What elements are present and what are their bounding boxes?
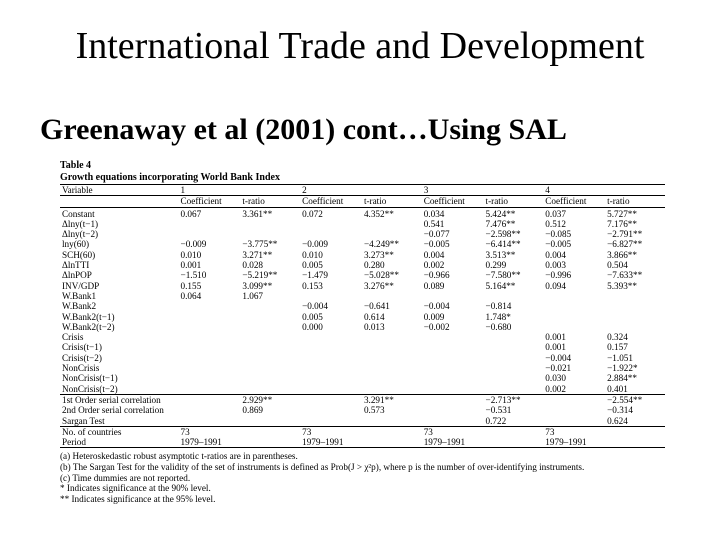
t-ratio-cell: −2.791** bbox=[607, 229, 643, 240]
table-row bbox=[60, 207, 665, 219]
t-ratio-cell: −0.531 bbox=[485, 405, 512, 416]
table-note: (b) The Sargan Test for the validity of the set of instruments is defined as Prob(J > χ²p), where p is the number of over-identifying instruments. bbox=[60, 462, 585, 473]
coefficient-cell bbox=[543, 394, 605, 405]
coefficient-cell: 0.037 bbox=[545, 208, 566, 219]
t-ratio-header: t-ratio bbox=[240, 196, 300, 207]
t-ratio-cell: −0.641 bbox=[363, 301, 390, 312]
table-row bbox=[60, 342, 665, 352]
t-ratio-cell bbox=[362, 332, 422, 342]
coefficient-cell: 0.003 bbox=[545, 260, 566, 271]
coefficient-cell bbox=[179, 342, 241, 352]
coefficient-cell: 0.030 bbox=[545, 373, 566, 384]
t-ratio-cell: 0.013 bbox=[363, 321, 385, 332]
t-ratio-cell: 4.352** bbox=[363, 208, 394, 219]
coefficient-cell: 0.002 bbox=[423, 260, 445, 271]
t-ratio-cell bbox=[240, 301, 300, 311]
coefficient-cell bbox=[300, 353, 362, 363]
t-ratio-cell: 0.280 bbox=[363, 260, 385, 271]
coefficient-cell: 0.001 bbox=[545, 342, 566, 353]
t-ratio-cell bbox=[362, 384, 422, 395]
coefficient-cell bbox=[422, 332, 484, 342]
t-ratio-cell bbox=[605, 322, 665, 332]
t-ratio-cell bbox=[484, 342, 544, 352]
coefficient-cell bbox=[300, 219, 362, 229]
t-ratio-cell: 0.504 bbox=[607, 260, 628, 271]
t-ratio-cell: −4.249** bbox=[363, 239, 399, 250]
t-ratio-cell bbox=[484, 437, 544, 448]
t-ratio-cell bbox=[240, 426, 300, 437]
coefficient-cell bbox=[422, 291, 484, 301]
coefficient-header: Coefficient bbox=[179, 196, 241, 207]
coefficient-cell: 0.001 bbox=[180, 260, 202, 271]
t-ratio-cell: 0.614 bbox=[363, 311, 385, 322]
coefficient-cell bbox=[300, 291, 362, 301]
variable-name-cell: SCH(60) bbox=[62, 249, 96, 260]
t-ratio-cell: 3.271** bbox=[242, 249, 273, 260]
t-ratio-cell bbox=[362, 426, 422, 437]
t-ratio-cell bbox=[362, 291, 422, 301]
t-ratio-cell bbox=[484, 291, 544, 301]
coefficient-cell: 73 bbox=[422, 426, 484, 437]
coefficient-cell bbox=[422, 416, 484, 427]
coefficient-cell bbox=[422, 394, 484, 405]
coefficient-cell bbox=[179, 416, 241, 427]
t-ratio-header: t-ratio bbox=[484, 196, 544, 207]
variable-name-cell: NonCrisis bbox=[62, 363, 100, 374]
t-ratio-cell: 3.513** bbox=[485, 249, 516, 260]
variable-name-cell: ΔlnPOP bbox=[62, 270, 92, 281]
table-note: (c) Time dummies are not reported. bbox=[60, 472, 191, 483]
table-row bbox=[60, 281, 665, 291]
coefficient-cell: −0.004 bbox=[302, 301, 328, 312]
t-ratio-cell bbox=[240, 353, 300, 363]
t-ratio-cell: 0.401 bbox=[607, 383, 628, 394]
t-ratio-cell: 5.424** bbox=[485, 208, 516, 219]
t-ratio-cell: 3.276** bbox=[363, 280, 394, 291]
coefficient-cell bbox=[300, 373, 362, 383]
t-ratio-cell: 0.157 bbox=[607, 342, 628, 353]
t-ratio-cell bbox=[240, 342, 300, 352]
coefficient-cell bbox=[179, 405, 241, 415]
table-caption: Table 4 bbox=[60, 160, 92, 171]
coefficient-cell: 0.064 bbox=[180, 290, 202, 301]
t-ratio-cell bbox=[240, 437, 300, 448]
coefficient-header: Coefficient bbox=[543, 196, 605, 207]
t-ratio-cell: 2.884** bbox=[607, 373, 637, 384]
table-row bbox=[60, 332, 665, 342]
group-header: 3 bbox=[422, 185, 544, 196]
t-ratio-cell: −2.554** bbox=[605, 394, 665, 405]
coefficient-cell: −0.004 bbox=[423, 301, 450, 312]
t-ratio-cell: 3.273** bbox=[363, 249, 394, 260]
coefficient-cell bbox=[543, 405, 605, 415]
variable-name-cell: 2nd Order serial correlation bbox=[62, 405, 164, 416]
coefficient-cell bbox=[179, 332, 241, 342]
coefficient-cell: −1.479 bbox=[302, 270, 328, 281]
coefficient-cell bbox=[300, 332, 362, 342]
table-row bbox=[60, 301, 665, 311]
coefficient-cell: 0.005 bbox=[302, 260, 323, 271]
variable-name-cell: 1st Order serial correlation bbox=[60, 394, 179, 405]
variable-name-cell: NonCrisis(t−2) bbox=[62, 383, 118, 394]
variable-name-cell: Δlny(t−2) bbox=[62, 229, 99, 240]
table-row bbox=[60, 322, 665, 332]
coefficient-cell: 0.002 bbox=[545, 383, 566, 394]
coefficient-cell: 0.010 bbox=[302, 249, 323, 260]
coefficient-cell bbox=[300, 416, 362, 427]
t-ratio-cell: −6.827** bbox=[607, 239, 643, 250]
variable-header: Variable bbox=[60, 185, 179, 196]
coefficient-header: Coefficient bbox=[300, 196, 362, 207]
table-row bbox=[60, 219, 665, 229]
variable-name-cell: Constant bbox=[62, 208, 95, 219]
t-ratio-cell bbox=[240, 229, 300, 239]
t-ratio-cell bbox=[240, 363, 300, 373]
variable-name-cell: Δlny(t−1) bbox=[62, 218, 99, 229]
t-ratio-cell: 5.727** bbox=[607, 208, 637, 219]
group-header: 2 bbox=[300, 185, 422, 196]
t-ratio-cell bbox=[484, 353, 544, 363]
table-note: (a) Heteroskedastic robust asymptotic t-ratios are in parentheses. bbox=[60, 451, 298, 462]
t-ratio-cell: 0.722 bbox=[485, 415, 507, 426]
coefficient-cell bbox=[300, 229, 362, 239]
t-ratio-cell: 5.393** bbox=[607, 280, 637, 291]
t-ratio-cell: −1.051 bbox=[607, 352, 633, 363]
coefficient-cell bbox=[543, 291, 605, 301]
t-ratio-cell: −1.922* bbox=[607, 363, 638, 374]
coefficient-cell: −0.009 bbox=[302, 239, 328, 250]
t-ratio-cell: −0.314 bbox=[607, 405, 633, 416]
variable-name-cell: ΔlnTTI bbox=[62, 260, 90, 271]
coefficient-cell: −0.005 bbox=[423, 239, 450, 250]
coefficient-cell bbox=[422, 384, 484, 395]
table-notes bbox=[60, 451, 670, 504]
coefficient-cell bbox=[179, 373, 241, 383]
coefficient-cell: 0.541 bbox=[423, 218, 445, 229]
coefficient-cell bbox=[422, 373, 484, 383]
t-ratio-cell: 3.866** bbox=[607, 249, 637, 260]
coefficient-cell: 1979–1991 bbox=[543, 437, 605, 448]
table-row bbox=[60, 291, 665, 301]
coefficient-cell: 0.094 bbox=[545, 280, 566, 291]
t-ratio-cell bbox=[240, 384, 300, 395]
coefficient-cell: 73 bbox=[543, 426, 605, 437]
variable-name-cell: Period bbox=[60, 437, 179, 448]
t-ratio-cell: 3.291** bbox=[362, 394, 422, 405]
slide-subtitle: Greenaway et al (2001) cont…Using SAL bbox=[40, 113, 567, 146]
t-ratio-cell bbox=[240, 312, 300, 322]
t-ratio-cell bbox=[605, 301, 665, 311]
t-ratio-cell: 2.929** bbox=[240, 394, 300, 405]
coefficient-cell: 0.153 bbox=[302, 280, 323, 291]
variable-name-cell: Crisis bbox=[62, 332, 84, 343]
coefficient-cell: −0.005 bbox=[545, 239, 572, 250]
t-ratio-cell bbox=[240, 416, 300, 427]
t-ratio-cell: 5.164** bbox=[485, 280, 516, 291]
slide-title: International Trade and Development bbox=[75, 25, 645, 67]
t-ratio-cell bbox=[240, 219, 300, 229]
coefficient-cell bbox=[543, 322, 605, 332]
coefficient-cell bbox=[543, 301, 605, 311]
group-header: 1 bbox=[179, 185, 301, 196]
variable-name-cell: lny(60) bbox=[62, 239, 90, 250]
coefficient-cell bbox=[179, 301, 241, 311]
coefficient-cell bbox=[179, 322, 241, 332]
coefficient-cell: 0.000 bbox=[302, 321, 323, 332]
t-ratio-cell bbox=[240, 373, 300, 383]
variable-name-cell: W.Bank2 bbox=[62, 301, 97, 312]
table-row bbox=[60, 426, 665, 437]
t-ratio-cell bbox=[605, 312, 665, 322]
variable-name-cell: Crisis(t−1) bbox=[62, 342, 102, 353]
regression-table bbox=[60, 184, 665, 448]
group-header: 4 bbox=[543, 185, 665, 196]
variable-name-cell: Crisis(t−2) bbox=[62, 352, 102, 363]
coefficient-cell: 0.010 bbox=[180, 249, 202, 260]
t-ratio-cell bbox=[240, 332, 300, 342]
coefficient-cell: 1979–1991 bbox=[179, 437, 241, 448]
coefficient-cell: −0.966 bbox=[423, 270, 450, 281]
coefficient-cell bbox=[179, 363, 241, 373]
t-ratio-cell bbox=[484, 363, 544, 373]
coefficient-cell: 73 bbox=[179, 426, 241, 437]
t-ratio-header: t-ratio bbox=[605, 196, 665, 207]
regression-table-panel bbox=[60, 160, 670, 520]
t-ratio-cell bbox=[605, 426, 665, 437]
t-ratio-cell bbox=[362, 416, 422, 427]
coefficient-cell: 0.512 bbox=[545, 218, 566, 229]
t-ratio-header: t-ratio bbox=[362, 196, 422, 207]
coefficient-cell: −1.510 bbox=[180, 270, 207, 281]
variable-name-cell: INV/GDP bbox=[62, 280, 100, 291]
coefficient-cell bbox=[543, 312, 605, 322]
t-ratio-cell bbox=[484, 384, 544, 395]
t-ratio-cell: 1.067 bbox=[242, 290, 264, 301]
variable-name-cell: W.Bank2(t−2) bbox=[62, 321, 115, 332]
coefficient-cell bbox=[422, 405, 484, 415]
t-ratio-cell bbox=[362, 353, 422, 363]
coefficient-cell: −0.004 bbox=[545, 352, 572, 363]
coefficient-cell bbox=[300, 394, 362, 405]
coefficient-cell: 73 bbox=[300, 426, 362, 437]
coefficient-cell bbox=[422, 363, 484, 373]
t-ratio-cell bbox=[362, 373, 422, 383]
coefficient-cell: 0.004 bbox=[545, 249, 566, 260]
coefficient-cell bbox=[422, 353, 484, 363]
table-row bbox=[60, 363, 665, 373]
coefficient-cell: 0.072 bbox=[302, 208, 323, 219]
coefficient-cell bbox=[179, 229, 241, 239]
coefficient-cell bbox=[422, 342, 484, 352]
coefficient-cell bbox=[179, 219, 241, 229]
t-ratio-cell: −2.598** bbox=[485, 229, 521, 240]
variable-name-cell: W.Bank2(t−1) bbox=[62, 311, 115, 322]
t-ratio-cell: −2.713** bbox=[484, 394, 544, 405]
coefficient-cell bbox=[179, 384, 241, 395]
variable-name-cell: W.Bank1 bbox=[62, 290, 97, 301]
coefficient-cell: 0.155 bbox=[180, 280, 202, 291]
table-row bbox=[60, 416, 665, 427]
t-ratio-cell: 0.869 bbox=[242, 405, 264, 416]
coefficient-cell bbox=[179, 353, 241, 363]
table-body bbox=[60, 207, 665, 448]
coefficient-cell bbox=[300, 342, 362, 352]
coefficient-cell: 0.001 bbox=[545, 332, 566, 343]
t-ratio-cell bbox=[362, 342, 422, 352]
t-ratio-cell: 1.748* bbox=[485, 311, 511, 322]
table-row bbox=[60, 260, 665, 270]
table-row bbox=[60, 373, 665, 383]
table-note: ** Indicates significance at the 95% level. bbox=[60, 493, 216, 504]
t-ratio-cell: −7.633** bbox=[607, 270, 643, 281]
t-ratio-cell: −5.028** bbox=[363, 270, 399, 281]
t-ratio-cell: 0.573 bbox=[363, 405, 385, 416]
table-row bbox=[60, 394, 665, 405]
t-ratio-cell bbox=[484, 332, 544, 342]
t-ratio-cell: 7.476** bbox=[485, 218, 516, 229]
coefficient-cell bbox=[543, 416, 605, 427]
t-ratio-cell bbox=[484, 426, 544, 437]
t-ratio-cell bbox=[362, 219, 422, 229]
table-row bbox=[60, 270, 665, 280]
coefficient-cell bbox=[300, 384, 362, 395]
table-note: * Indicates significance at the 90% level. bbox=[60, 483, 211, 494]
t-ratio-cell: −5.219** bbox=[242, 270, 278, 281]
t-ratio-cell: −6.414** bbox=[485, 239, 521, 250]
t-ratio-cell: 7.176** bbox=[607, 218, 637, 229]
coefficient-cell: 0.089 bbox=[423, 280, 445, 291]
t-ratio-cell: 0.624 bbox=[607, 415, 628, 426]
table-row bbox=[60, 250, 665, 260]
coefficient-cell: −0.996 bbox=[545, 270, 572, 281]
table-row bbox=[60, 384, 665, 395]
coefficient-cell: 0.004 bbox=[423, 249, 445, 260]
coefficient-header: Coefficient bbox=[422, 196, 484, 207]
t-ratio-cell: 3.361** bbox=[242, 208, 273, 219]
t-ratio-cell bbox=[362, 229, 422, 239]
t-ratio-cell: −3.775** bbox=[242, 239, 278, 250]
coefficient-cell: 1979–1991 bbox=[422, 437, 484, 448]
t-ratio-cell bbox=[240, 322, 300, 332]
table-description: Growth equations incorporating World Bank Index bbox=[60, 172, 280, 183]
t-ratio-cell bbox=[484, 373, 544, 383]
table-row bbox=[60, 229, 665, 239]
t-ratio-cell: −7.580** bbox=[485, 270, 521, 281]
coefficient-cell: −0.021 bbox=[545, 363, 572, 374]
coefficient-cell: −0.009 bbox=[180, 239, 207, 250]
coefficient-cell: 0.034 bbox=[423, 208, 445, 219]
table-row bbox=[60, 353, 665, 363]
coefficient-cell bbox=[179, 394, 241, 405]
table-row bbox=[60, 405, 665, 415]
coefficient-cell bbox=[300, 363, 362, 373]
t-ratio-cell bbox=[362, 437, 422, 448]
coefficient-cell: −0.002 bbox=[423, 321, 450, 332]
coefficient-cell bbox=[300, 405, 362, 415]
variable-name-cell: No. of countries bbox=[60, 426, 179, 437]
t-ratio-cell bbox=[605, 291, 665, 301]
coefficient-cell bbox=[179, 312, 241, 322]
t-ratio-cell bbox=[362, 363, 422, 373]
table-row bbox=[60, 312, 665, 322]
coefficient-cell: 0.067 bbox=[180, 208, 202, 219]
coefficient-cell: 0.005 bbox=[302, 311, 323, 322]
variable-name-cell: NonCrisis(t−1) bbox=[62, 373, 118, 384]
table-row bbox=[60, 437, 665, 448]
t-ratio-cell: −0.814 bbox=[485, 301, 512, 312]
t-ratio-cell: 0.028 bbox=[242, 260, 264, 271]
coefficient-cell: 1979–1991 bbox=[300, 437, 362, 448]
coefficient-cell: −0.085 bbox=[545, 229, 572, 240]
table-row bbox=[60, 239, 665, 249]
t-ratio-cell: 0.299 bbox=[485, 260, 507, 271]
variable-name-cell: Sargan Test bbox=[62, 415, 105, 426]
t-ratio-cell: −0.680 bbox=[485, 321, 512, 332]
coefficient-cell: −0.077 bbox=[423, 229, 450, 240]
t-ratio-cell: 0.324 bbox=[607, 332, 628, 343]
t-ratio-cell bbox=[605, 437, 665, 448]
coefficient-cell: 0.009 bbox=[423, 311, 445, 322]
t-ratio-cell: 3.099** bbox=[242, 280, 273, 291]
